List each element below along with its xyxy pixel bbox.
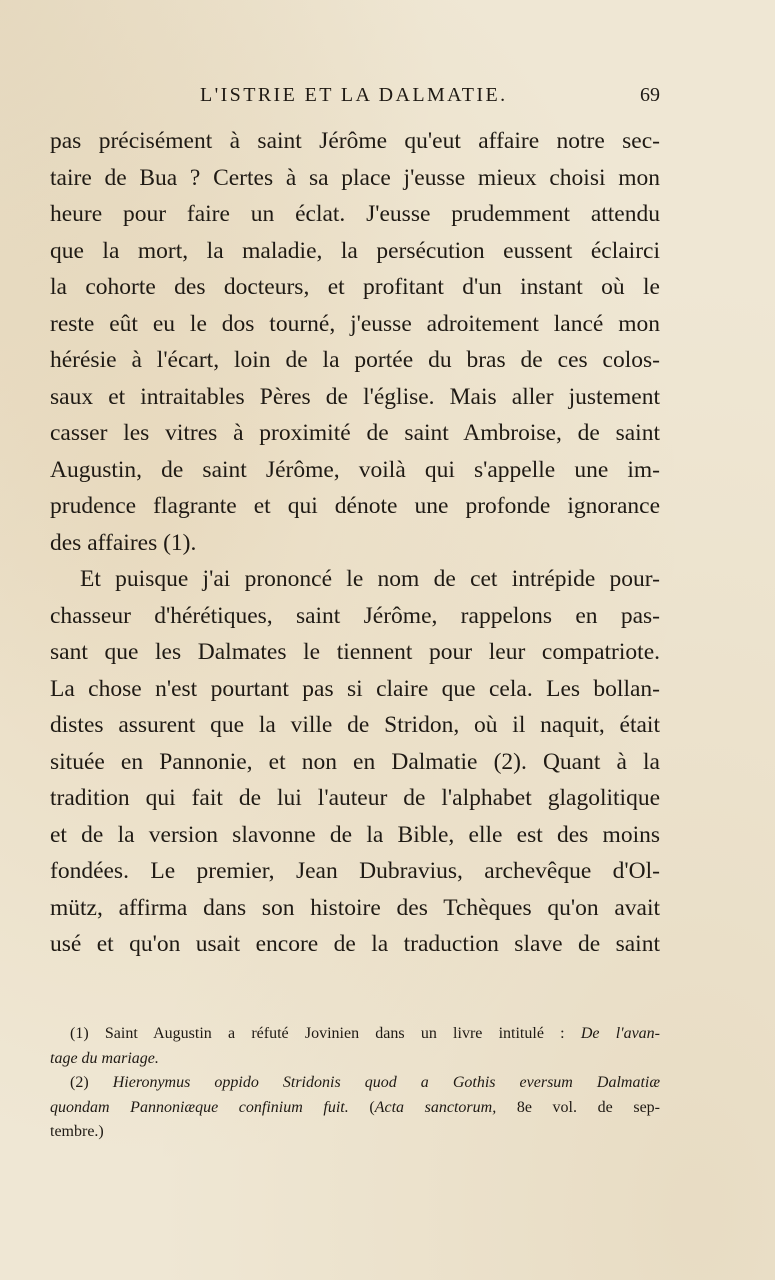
- paragraph-2: [50, 561, 660, 963]
- footnote-quote-italic: quondam Pannoniæque confinium fuit.: [50, 1098, 349, 1116]
- footnote-title-italic: De l'avan-: [580, 1025, 661, 1042]
- text-line: reste eût eu le dos tourné, j'eusse adroitement lancé mon: [50, 310, 660, 337]
- body-text: [50, 123, 660, 963]
- footnote-2-line: tembre.): [50, 1123, 104, 1140]
- running-title: L'ISTRIE ET LA DALMATIE.: [200, 84, 508, 106]
- text-line: prudence flagrante et qui dénote une profonde ignorance: [50, 493, 660, 519]
- text-line: mütz, affirma dans son histoire des Tchèques qu'on avait: [50, 894, 660, 921]
- footnote-1-line: [50, 1047, 660, 1072]
- footnote-text: (1) Saint Augustin a réfuté Jovinien dans un livre intitulé :: [70, 1025, 581, 1042]
- footnote-text: 8e vol. de sep-: [496, 1098, 661, 1116]
- text-line: La chose n'est pourtant pas si claire que cela. Les bollan-: [50, 675, 660, 702]
- footnote-text: (: [348, 1098, 375, 1116]
- footnote-2-line: [50, 1071, 660, 1096]
- text-line: heure pour faire un éclat. J'eusse prudemment attendu: [50, 201, 660, 227]
- text-line: pas précisément à saint Jérôme qu'eut affaire notre sec-: [50, 128, 660, 154]
- footnote-1-line: [50, 1022, 660, 1047]
- text-line: tradition qui fait de lui l'auteur de l'alphabet glagolitique: [50, 785, 660, 811]
- text-line: distes assurent que la ville de Stridon, où il naquit, était: [50, 712, 660, 738]
- text-line: sant que les Dalmates le tiennent pour leur compatriote.: [50, 639, 660, 665]
- text-line: chasseur d'hérétiques, saint Jérôme, rappelons en pas-: [50, 602, 660, 629]
- text-line: usé et qu'on usait encore de la traduction slave de saint: [50, 931, 660, 957]
- footnote-title-italic: tage du mariage.: [50, 1049, 159, 1067]
- footnote-source-italic: Acta sanctorum,: [374, 1098, 497, 1116]
- text-line: et de la version slavonne de la Bible, elle est des moins: [50, 821, 660, 848]
- text-line: casser les vitres à proximité de saint Ambroise, de saint: [50, 420, 660, 446]
- running-head: [0, 84, 775, 114]
- text-line: fondées. Le premier, Jean Dubravius, archevêque d'Ol-: [50, 858, 660, 884]
- footnote-text: (2): [70, 1074, 113, 1091]
- text-line: taire de Bua ? Certes à sa place j'eusse mieux choisi mon: [50, 164, 660, 191]
- paragraph-1: [50, 123, 660, 561]
- text-line: des affaires (1).: [50, 529, 197, 556]
- text-line: Augustin, de saint Jérôme, voilà qui s'appelle une im-: [50, 456, 660, 483]
- text-line: la cohorte des docteurs, et profitant d'un instant où le: [50, 274, 660, 300]
- footnote-2-line: [50, 1096, 660, 1121]
- text-line: Et puisque j'ai prononcé le nom de cet intrépide pour-: [80, 566, 660, 592]
- text-line: que la mort, la maladie, la persécution eussent éclairci: [50, 237, 660, 264]
- text-line: saux et intraitables Pères de l'église. Mais aller justement: [50, 383, 660, 410]
- footnote-quote-italic: Hieronymus oppido Stridonis quod a Gothis eversum Dalmatiæ: [112, 1074, 661, 1091]
- footnotes: [50, 1022, 660, 1145]
- text-line: située en Pannonie, et non en Dalmatie (2). Quant à la: [50, 748, 660, 775]
- page-number: 69: [640, 84, 660, 106]
- text-line: hérésie à l'écart, loin de la portée du bras de ces colos-: [50, 347, 660, 373]
